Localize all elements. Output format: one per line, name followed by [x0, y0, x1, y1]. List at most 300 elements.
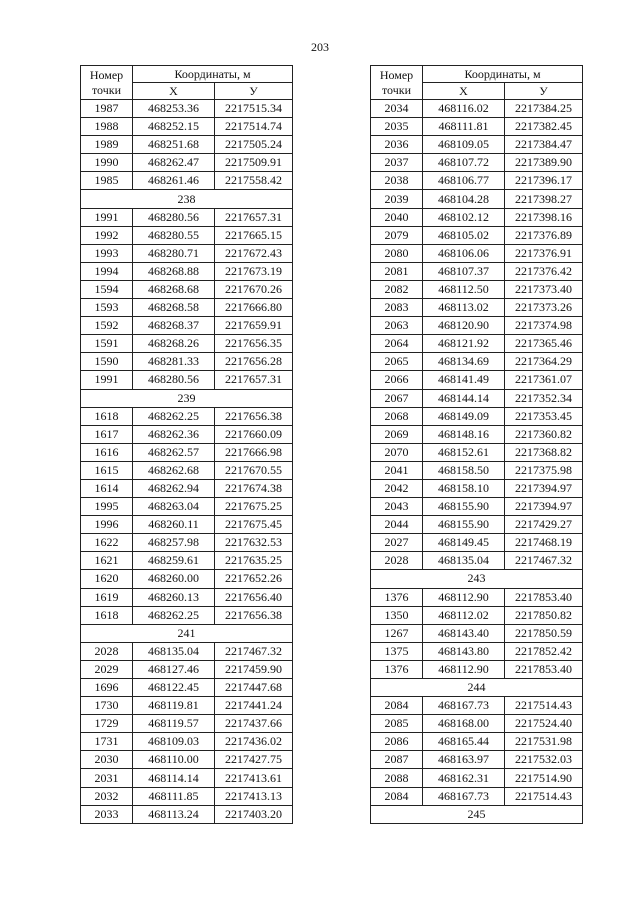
table-header-row [371, 66, 583, 83]
point-number-cell: 2084 [371, 787, 423, 805]
x-coordinate-cell: 468165.44 [423, 733, 505, 751]
point-number-cell: 2040 [371, 208, 423, 226]
point-number-cell: 1990 [81, 154, 133, 172]
x-coordinate-cell: 468112.90 [423, 660, 505, 678]
header-coordinates: Координаты, м [133, 66, 293, 83]
table-row [371, 100, 583, 118]
x-coordinate-cell: 468152.61 [423, 443, 505, 461]
header-number-line2: точки [91, 82, 122, 97]
x-coordinate-cell: 468261.46 [133, 172, 215, 190]
point-number-cell: 1618 [81, 606, 133, 624]
y-coordinate-cell: 2217396.17 [505, 172, 583, 190]
point-number-cell: 2065 [371, 353, 423, 371]
table-row [81, 733, 293, 751]
x-coordinate-cell: 468121.92 [423, 335, 505, 353]
x-coordinate-cell: 468106.06 [423, 244, 505, 262]
table-row [81, 118, 293, 136]
point-number-cell: 2033 [81, 805, 133, 823]
table-row [371, 353, 583, 371]
x-coordinate-cell: 468143.40 [423, 624, 505, 642]
y-coordinate-cell: 2217374.98 [505, 317, 583, 335]
x-coordinate-cell: 468107.72 [423, 154, 505, 172]
y-coordinate-cell: 2217532.03 [505, 751, 583, 769]
y-coordinate-cell: 2217437.66 [215, 715, 293, 733]
y-coordinate-cell: 2217657.31 [215, 371, 293, 389]
x-coordinate-cell: 468158.10 [423, 479, 505, 497]
y-coordinate-cell: 2217850.82 [505, 606, 583, 624]
x-coordinate-cell: 468143.80 [423, 642, 505, 660]
x-coordinate-cell: 468257.98 [133, 534, 215, 552]
y-coordinate-cell: 2217467.32 [215, 642, 293, 660]
point-number-cell: 2043 [371, 498, 423, 516]
x-coordinate-cell: 468262.57 [133, 443, 215, 461]
point-number-cell: 1617 [81, 425, 133, 443]
table-row [81, 570, 293, 588]
x-coordinate-cell: 468260.13 [133, 588, 215, 606]
y-coordinate-cell: 2217373.26 [505, 299, 583, 317]
table-row [371, 118, 583, 136]
table-row [81, 443, 293, 461]
y-coordinate-cell: 2217656.28 [215, 353, 293, 371]
y-coordinate-cell: 2217514.74 [215, 118, 293, 136]
y-coordinate-cell: 2217368.82 [505, 443, 583, 461]
y-coordinate-cell: 2217375.98 [505, 461, 583, 479]
y-coordinate-cell: 2217376.42 [505, 262, 583, 280]
y-coordinate-cell: 2217467.32 [505, 552, 583, 570]
table-row [81, 715, 293, 733]
x-coordinate-cell: 468119.57 [133, 715, 215, 733]
x-coordinate-cell: 468268.88 [133, 262, 215, 280]
table-row [81, 172, 293, 190]
table-row [81, 787, 293, 805]
table-row [81, 317, 293, 335]
x-coordinate-cell: 468268.37 [133, 317, 215, 335]
point-number-cell: 2039 [371, 190, 423, 208]
x-coordinate-cell: 468155.90 [423, 498, 505, 516]
point-number-cell: 2067 [371, 389, 423, 407]
y-coordinate-cell: 2217394.97 [505, 479, 583, 497]
y-coordinate-cell: 2217656.40 [215, 588, 293, 606]
header-coordinates: Координаты, м [423, 66, 583, 83]
point-number-cell: 1591 [81, 335, 133, 353]
x-coordinate-cell: 468252.15 [133, 118, 215, 136]
point-number-cell: 1376 [371, 660, 423, 678]
table-row [81, 226, 293, 244]
x-coordinate-cell: 468268.26 [133, 335, 215, 353]
header-point-number [371, 66, 423, 100]
x-coordinate-cell: 468158.50 [423, 461, 505, 479]
x-coordinate-cell: 468106.77 [423, 172, 505, 190]
table-row [371, 335, 583, 353]
y-coordinate-cell: 2217429.27 [505, 516, 583, 534]
y-coordinate-cell: 2217853.40 [505, 588, 583, 606]
table-row [371, 425, 583, 443]
point-number-cell: 2084 [371, 697, 423, 715]
table-row [81, 353, 293, 371]
point-number-cell: 2070 [371, 443, 423, 461]
y-coordinate-cell: 2217384.47 [505, 136, 583, 154]
x-coordinate-cell: 468280.55 [133, 226, 215, 244]
point-number-cell: 1618 [81, 407, 133, 425]
header-y: У [505, 83, 583, 100]
point-number-cell: 1991 [81, 208, 133, 226]
point-number-cell: 1991 [81, 371, 133, 389]
table-row [81, 479, 293, 497]
section-number: 244 [371, 679, 583, 697]
point-number-cell: 1731 [81, 733, 133, 751]
header-number-line1: Номер [89, 67, 124, 82]
y-coordinate-cell: 2217459.90 [215, 660, 293, 678]
table-row [81, 679, 293, 697]
table-row [371, 697, 583, 715]
point-number-cell: 1614 [81, 479, 133, 497]
point-number-cell: 1993 [81, 244, 133, 262]
point-number-cell: 1592 [81, 317, 133, 335]
y-coordinate-cell: 2217524.40 [505, 715, 583, 733]
x-coordinate-cell: 468113.02 [423, 299, 505, 317]
y-coordinate-cell: 2217413.61 [215, 769, 293, 787]
point-number-cell: 2030 [81, 751, 133, 769]
x-coordinate-cell: 468280.56 [133, 371, 215, 389]
table-row [81, 244, 293, 262]
point-number-cell: 2085 [371, 715, 423, 733]
point-number-cell: 2038 [371, 172, 423, 190]
point-number-cell: 2044 [371, 516, 423, 534]
point-number-cell: 2079 [371, 226, 423, 244]
table-row [371, 190, 583, 208]
y-coordinate-cell: 2217656.38 [215, 407, 293, 425]
table-row [81, 606, 293, 624]
x-coordinate-cell: 468107.37 [423, 262, 505, 280]
x-coordinate-cell: 468167.73 [423, 787, 505, 805]
point-number-cell: 1622 [81, 534, 133, 552]
y-coordinate-cell: 2217398.16 [505, 208, 583, 226]
y-coordinate-cell: 2217441.24 [215, 697, 293, 715]
x-coordinate-cell: 468262.36 [133, 425, 215, 443]
header-number-line1: Номер [379, 67, 414, 82]
point-number-cell: 1730 [81, 697, 133, 715]
point-number-cell: 2069 [371, 425, 423, 443]
table-row [81, 697, 293, 715]
y-coordinate-cell: 2217403.20 [215, 805, 293, 823]
x-coordinate-cell: 468102.12 [423, 208, 505, 226]
table-row [371, 642, 583, 660]
x-coordinate-cell: 468148.16 [423, 425, 505, 443]
y-coordinate-cell: 2217394.97 [505, 498, 583, 516]
table-row [371, 498, 583, 516]
point-number-cell: 1350 [371, 606, 423, 624]
x-coordinate-cell: 468280.71 [133, 244, 215, 262]
x-coordinate-cell: 468281.33 [133, 353, 215, 371]
point-number-cell: 1590 [81, 353, 133, 371]
x-coordinate-cell: 468262.47 [133, 154, 215, 172]
x-coordinate-cell: 468149.09 [423, 407, 505, 425]
point-number-cell: 1621 [81, 552, 133, 570]
y-coordinate-cell: 2217675.25 [215, 498, 293, 516]
point-number-cell: 1995 [81, 498, 133, 516]
y-coordinate-cell: 2217675.45 [215, 516, 293, 534]
point-number-cell: 2028 [81, 642, 133, 660]
x-coordinate-cell: 468112.50 [423, 280, 505, 298]
table-row [371, 715, 583, 733]
y-coordinate-cell: 2217398.27 [505, 190, 583, 208]
table-row [81, 371, 293, 389]
point-number-cell: 1620 [81, 570, 133, 588]
x-coordinate-cell: 468268.68 [133, 280, 215, 298]
y-coordinate-cell: 2217361.07 [505, 371, 583, 389]
table-row [81, 534, 293, 552]
point-number-cell: 1987 [81, 100, 133, 118]
y-coordinate-cell: 2217514.43 [505, 787, 583, 805]
x-coordinate-cell: 468260.11 [133, 516, 215, 534]
table-row [371, 299, 583, 317]
x-coordinate-cell: 468167.73 [423, 697, 505, 715]
x-coordinate-cell: 468135.04 [423, 552, 505, 570]
point-number-cell: 1376 [371, 588, 423, 606]
table-row [371, 769, 583, 787]
point-number-cell: 1992 [81, 226, 133, 244]
coordinates-table-right [370, 65, 583, 824]
y-coordinate-cell: 2217382.45 [505, 118, 583, 136]
x-coordinate-cell: 468168.00 [423, 715, 505, 733]
table-row [81, 498, 293, 516]
table-row [81, 660, 293, 678]
y-coordinate-cell: 2217389.90 [505, 154, 583, 172]
y-coordinate-cell: 2217509.91 [215, 154, 293, 172]
point-number-cell: 2037 [371, 154, 423, 172]
x-coordinate-cell: 468260.00 [133, 570, 215, 588]
point-number-cell: 2086 [371, 733, 423, 751]
header-x: X [423, 83, 505, 100]
point-number-cell: 2027 [371, 534, 423, 552]
table-row [371, 479, 583, 497]
table-row [371, 280, 583, 298]
x-coordinate-cell: 468253.36 [133, 100, 215, 118]
y-coordinate-cell: 2217352.34 [505, 389, 583, 407]
table-row [371, 516, 583, 534]
y-coordinate-cell: 2217468.19 [505, 534, 583, 552]
table-row [371, 534, 583, 552]
point-number-cell: 2036 [371, 136, 423, 154]
table-row [81, 751, 293, 769]
section-row [81, 389, 293, 407]
x-coordinate-cell: 468104.28 [423, 190, 505, 208]
table-row [81, 154, 293, 172]
point-number-cell: 2028 [371, 552, 423, 570]
table-row [81, 425, 293, 443]
x-coordinate-cell: 468268.58 [133, 299, 215, 317]
table-row [81, 100, 293, 118]
x-coordinate-cell: 468119.81 [133, 697, 215, 715]
x-coordinate-cell: 468114.14 [133, 769, 215, 787]
y-coordinate-cell: 2217850.59 [505, 624, 583, 642]
section-number: 245 [371, 805, 583, 823]
table-row [371, 787, 583, 805]
point-number-cell: 2083 [371, 299, 423, 317]
x-coordinate-cell: 468116.02 [423, 100, 505, 118]
table-row [371, 226, 583, 244]
point-number-cell: 1267 [371, 624, 423, 642]
header-x: X [133, 83, 215, 100]
table-row [371, 262, 583, 280]
y-coordinate-cell: 2217656.38 [215, 606, 293, 624]
point-number-cell: 2063 [371, 317, 423, 335]
x-coordinate-cell: 468263.04 [133, 498, 215, 516]
y-coordinate-cell: 2217353.45 [505, 407, 583, 425]
y-coordinate-cell: 2217674.38 [215, 479, 293, 497]
x-coordinate-cell: 468280.56 [133, 208, 215, 226]
y-coordinate-cell: 2217659.91 [215, 317, 293, 335]
point-number-cell: 1375 [371, 642, 423, 660]
y-coordinate-cell: 2217505.24 [215, 136, 293, 154]
y-coordinate-cell: 2217635.25 [215, 552, 293, 570]
x-coordinate-cell: 468144.14 [423, 389, 505, 407]
x-coordinate-cell: 468141.49 [423, 371, 505, 389]
point-number-cell: 1615 [81, 461, 133, 479]
section-row [371, 805, 583, 823]
point-number-cell: 1616 [81, 443, 133, 461]
table-row [371, 317, 583, 335]
section-number: 241 [81, 624, 293, 642]
section-number: 238 [81, 190, 293, 208]
x-coordinate-cell: 468127.46 [133, 660, 215, 678]
table-row [371, 751, 583, 769]
point-number-cell: 1619 [81, 588, 133, 606]
table-row [81, 461, 293, 479]
table-row [371, 389, 583, 407]
y-coordinate-cell: 2217531.98 [505, 733, 583, 751]
table-row [81, 642, 293, 660]
table-header-row [81, 66, 293, 83]
y-coordinate-cell: 2217514.90 [505, 769, 583, 787]
section-row [371, 679, 583, 697]
y-coordinate-cell: 2217384.25 [505, 100, 583, 118]
point-number-cell: 2041 [371, 461, 423, 479]
point-number-cell: 2088 [371, 769, 423, 787]
point-number-cell: 2029 [81, 660, 133, 678]
y-coordinate-cell: 2217672.43 [215, 244, 293, 262]
section-row [81, 190, 293, 208]
table-row [371, 136, 583, 154]
section-row [371, 570, 583, 588]
x-coordinate-cell: 468135.04 [133, 642, 215, 660]
point-number-cell: 1989 [81, 136, 133, 154]
y-coordinate-cell: 2217447.68 [215, 679, 293, 697]
table-row [81, 516, 293, 534]
table-row [371, 624, 583, 642]
table-row [371, 407, 583, 425]
y-coordinate-cell: 2217632.53 [215, 534, 293, 552]
table-row [81, 299, 293, 317]
x-coordinate-cell: 468262.25 [133, 407, 215, 425]
table-row [371, 552, 583, 570]
x-coordinate-cell: 468262.68 [133, 461, 215, 479]
x-coordinate-cell: 468112.90 [423, 588, 505, 606]
point-number-cell: 2032 [81, 787, 133, 805]
x-coordinate-cell: 468109.03 [133, 733, 215, 751]
header-number-line2: точки [381, 82, 412, 97]
point-number-cell: 2035 [371, 118, 423, 136]
table-row [371, 588, 583, 606]
y-coordinate-cell: 2217673.19 [215, 262, 293, 280]
x-coordinate-cell: 468262.25 [133, 606, 215, 624]
point-number-cell: 2082 [371, 280, 423, 298]
coordinates-table-left [80, 65, 293, 824]
table-row [371, 443, 583, 461]
x-coordinate-cell: 468122.45 [133, 679, 215, 697]
y-coordinate-cell: 2217376.89 [505, 226, 583, 244]
y-coordinate-cell: 2217360.82 [505, 425, 583, 443]
point-number-cell: 2081 [371, 262, 423, 280]
point-number-cell: 2066 [371, 371, 423, 389]
y-coordinate-cell: 2217852.42 [505, 642, 583, 660]
point-number-cell: 1985 [81, 172, 133, 190]
point-number-cell: 1988 [81, 118, 133, 136]
point-number-cell: 1996 [81, 516, 133, 534]
y-coordinate-cell: 2217853.40 [505, 660, 583, 678]
table-row [81, 208, 293, 226]
y-coordinate-cell: 2217656.35 [215, 335, 293, 353]
x-coordinate-cell: 468162.31 [423, 769, 505, 787]
y-coordinate-cell: 2217436.02 [215, 733, 293, 751]
x-coordinate-cell: 468163.97 [423, 751, 505, 769]
x-coordinate-cell: 468109.05 [423, 136, 505, 154]
y-coordinate-cell: 2217652.26 [215, 570, 293, 588]
y-coordinate-cell: 2217558.42 [215, 172, 293, 190]
x-coordinate-cell: 468120.90 [423, 317, 505, 335]
section-number: 239 [81, 389, 293, 407]
table-row [81, 280, 293, 298]
x-coordinate-cell: 468262.94 [133, 479, 215, 497]
point-number-cell: 1594 [81, 280, 133, 298]
point-number-cell: 2064 [371, 335, 423, 353]
table-row [81, 552, 293, 570]
x-coordinate-cell: 468251.68 [133, 136, 215, 154]
y-coordinate-cell: 2217670.55 [215, 461, 293, 479]
y-coordinate-cell: 2217665.15 [215, 226, 293, 244]
x-coordinate-cell: 468113.24 [133, 805, 215, 823]
table-row [371, 172, 583, 190]
point-number-cell: 1729 [81, 715, 133, 733]
y-coordinate-cell: 2217413.13 [215, 787, 293, 805]
table-row [81, 588, 293, 606]
point-number-cell: 2031 [81, 769, 133, 787]
x-coordinate-cell: 468112.02 [423, 606, 505, 624]
y-coordinate-cell: 2217373.40 [505, 280, 583, 298]
point-number-cell: 2042 [371, 479, 423, 497]
table-row [81, 262, 293, 280]
table-row [371, 733, 583, 751]
y-coordinate-cell: 2217427.75 [215, 751, 293, 769]
table-row [371, 660, 583, 678]
header-y: У [215, 83, 293, 100]
point-number-cell: 2034 [371, 100, 423, 118]
x-coordinate-cell: 468259.61 [133, 552, 215, 570]
y-coordinate-cell: 2217657.31 [215, 208, 293, 226]
page-number: 203 [311, 40, 329, 54]
section-row [81, 624, 293, 642]
table-row [371, 606, 583, 624]
x-coordinate-cell: 468105.02 [423, 226, 505, 244]
x-coordinate-cell: 468111.85 [133, 787, 215, 805]
point-number-cell: 2080 [371, 244, 423, 262]
table-row [81, 335, 293, 353]
x-coordinate-cell: 468155.90 [423, 516, 505, 534]
x-coordinate-cell: 468111.81 [423, 118, 505, 136]
point-number-cell: 2068 [371, 407, 423, 425]
y-coordinate-cell: 2217514.43 [505, 697, 583, 715]
y-coordinate-cell: 2217666.98 [215, 443, 293, 461]
